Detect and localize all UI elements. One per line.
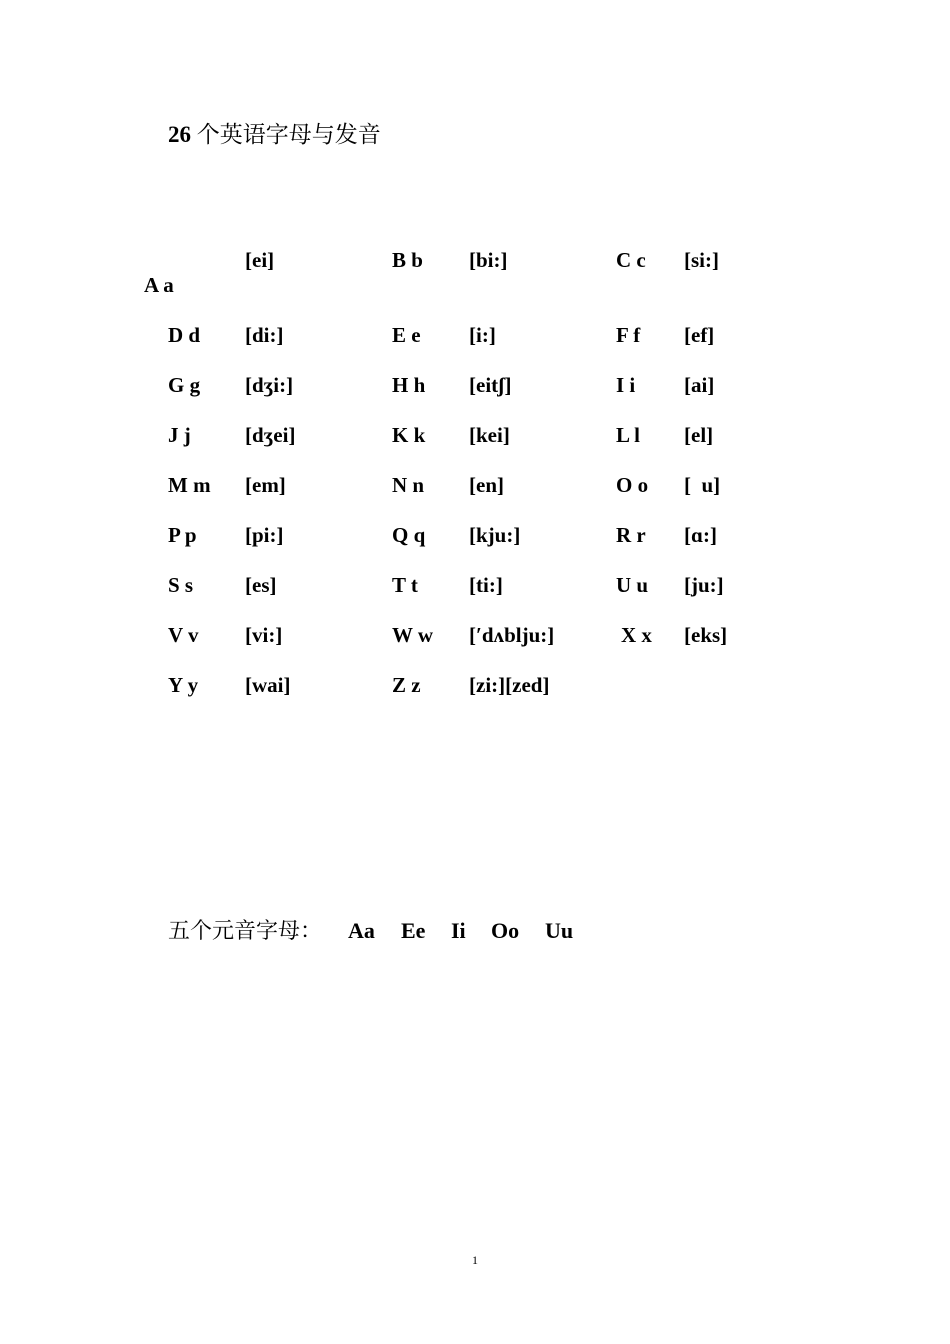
phonetic-transcription: [ef] [684,323,715,347]
letter-pair: P p [168,523,197,547]
phonetic-transcription: [eks] [684,623,728,647]
vowel-line [168,916,574,946]
phonetic-transcription: [ai] [684,373,715,397]
letter-pair: B b [392,248,423,272]
phonetic-transcription: [vi:] [245,623,283,647]
vowel-letter: Ii [451,918,466,943]
phonetic-transcription: [di:] [245,323,284,347]
letter-pair: I i [616,373,636,397]
vowel-letter: Ee [401,918,426,943]
phonetic-transcription: [es] [245,573,277,597]
letter-pair: V v [168,623,199,647]
phonetic-transcription: [el] [684,423,714,447]
phonetic-transcription: [en] [469,473,504,497]
phonetic-transcription: [ju:] [684,573,724,597]
phonetic-transcription: [pi:] [245,523,284,547]
phonetic-transcription: [i:] [469,323,496,347]
letter-pair: M m [168,473,211,497]
page-number: 1 [472,1253,478,1267]
phonetic-transcription: [bi:] [469,248,508,272]
phonetic-transcription: [ti:] [469,573,503,597]
letter-pair: D d [168,323,201,347]
letter-pair: T t [392,573,418,597]
title-text: 个英语字母与发音 [191,122,381,147]
letter-pair: J j [168,423,191,447]
phonetic-transcription: [kju:] [469,523,521,547]
phonetic-transcription: [ u] [684,473,721,497]
phonetic-transcription: [si:] [684,248,719,272]
phonetic-transcription: [ei] [245,248,275,272]
letter-pair: G g [168,373,201,397]
phonetic-transcription: [eitʃ] [469,373,512,397]
letter-pair: Q q [392,523,426,547]
letter-pair: R r [616,523,646,547]
letter-pair: X x [621,623,652,647]
phonetic-transcription: [kei] [469,423,510,447]
letter-pair: O o [616,473,649,497]
letter-pair: E e [392,323,421,347]
phonetic-transcription: [wai] [245,673,291,697]
vowel-label: 五个元音字母： [168,918,323,943]
letter-pair: W w [392,623,434,647]
letter-pair: U u [616,573,649,597]
letter-pair: Y y [168,673,199,697]
letter-pair: L l [616,423,640,447]
letter-pair: A a [144,273,174,297]
phonetic-transcription: [em] [245,473,286,497]
letter-pair: F f [616,323,641,347]
title-number: 26 [168,122,191,147]
letter-pair: K k [392,423,426,447]
phonetic-transcription: [zi:][zed] [469,673,550,697]
phonetic-transcription: [dʒei] [245,423,296,447]
letter-pair: Z z [392,673,421,697]
letter-pair: H h [392,373,426,397]
phonetic-transcription: [dʒi:] [245,373,294,397]
vowel-letter: Oo [491,918,520,943]
letter-pair: S s [168,573,194,597]
phonetic-transcription: [ɑ:] [684,523,718,547]
letter-pair: N n [392,473,425,497]
vowel-letter: Aa [348,918,375,943]
vowel-letter: Uu [545,918,574,943]
letter-pair: C c [616,248,646,272]
phonetic-transcription: [′dʌblju:] [469,623,555,647]
